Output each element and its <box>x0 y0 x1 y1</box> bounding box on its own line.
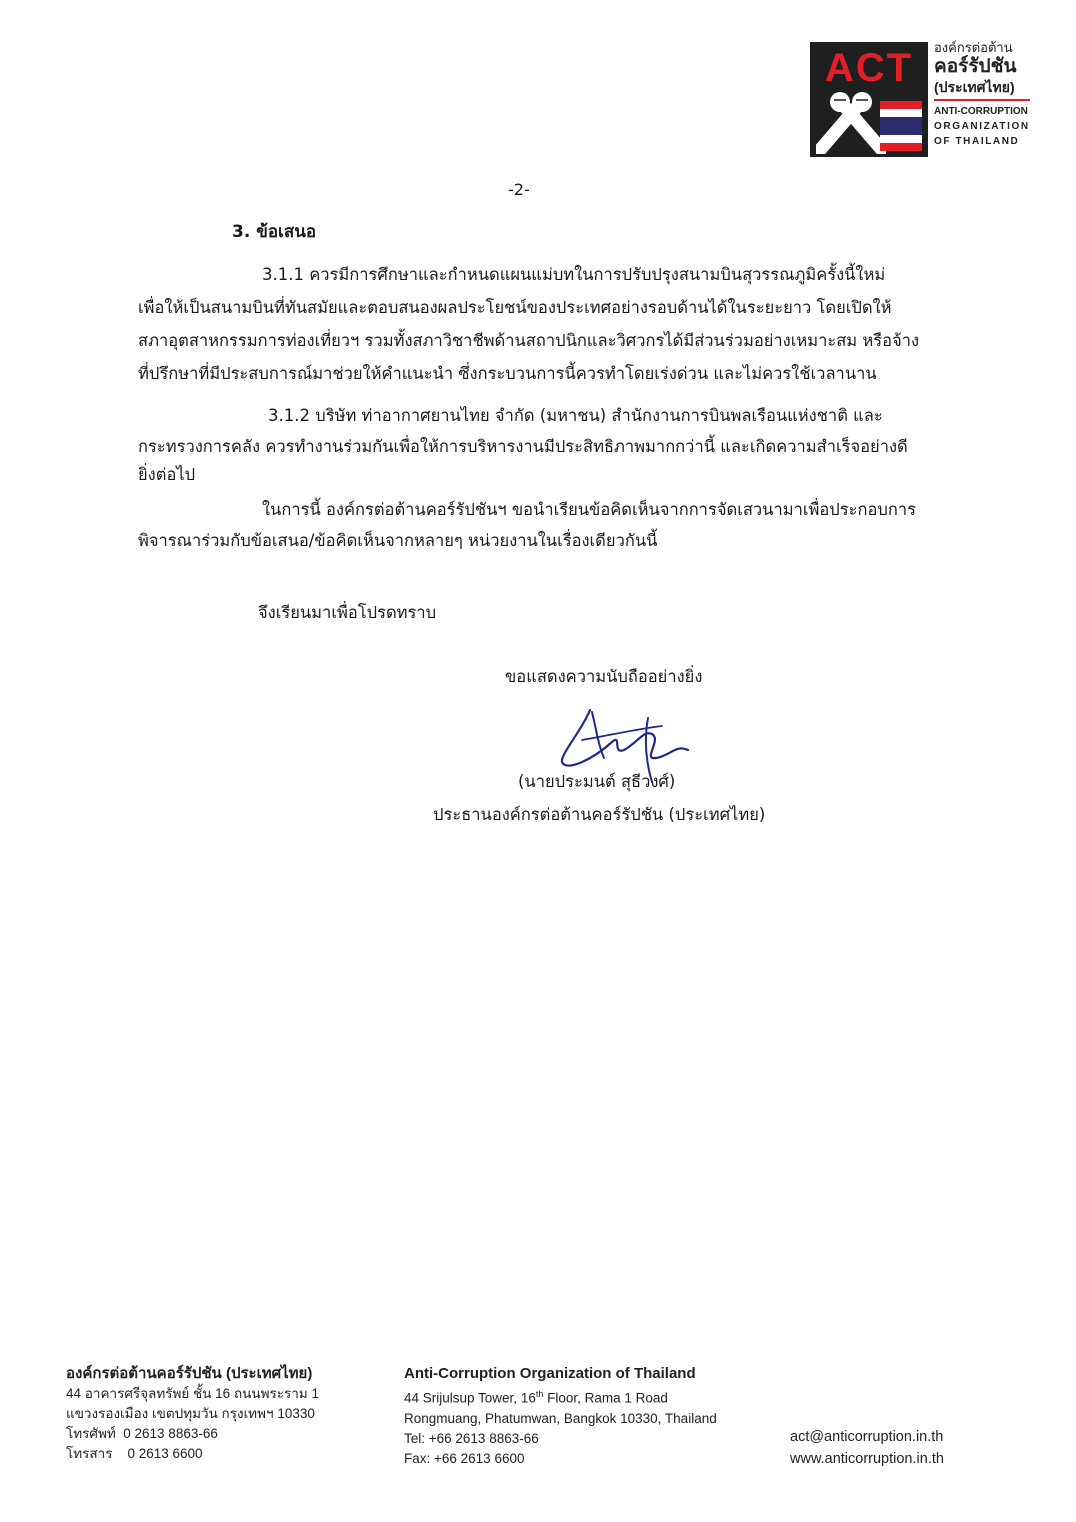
footer-en-address-2: Rongmuang, Phatumwan, Bangkok 10330, Thailand <box>404 1410 717 1426</box>
logo-emblem <box>810 42 928 157</box>
paragraph-line: 3.1.2 บริษัท ท่าอากาศยานไทย จำกัด (มหาชน) สำนักงานการบินพลเรือนแห่งชาติ และ <box>268 406 883 425</box>
footer-email-link[interactable]: act@anticorruption.in.th <box>790 1429 944 1445</box>
signer-name: (นายประมนต์ สุธีวงศ์) <box>518 772 676 791</box>
paragraph-line: สภาอุตสาหกรรมการท่องเที่ยวฯ รวมทั้งสภาวิชาชีพด้านสถาปนิกและวิศวกรได้มีส่วนร่วมอย่างเหมาะสม หรือจ้าง <box>138 331 920 350</box>
footer-en-org: Anti-Corruption Organization of Thailand <box>404 1365 696 1382</box>
logo-en-line1: ANTI-CORRUPTION <box>934 106 1028 117</box>
logo-thai-line2: คอร์รัปชัน <box>934 56 1017 77</box>
logo-divider <box>934 99 1030 101</box>
footer-en-address-1: 44 Srijulsup Tower, 16th Floor, Rama 1 Road <box>404 1389 668 1406</box>
signer-position: ประธานองค์กรต่อต้านคอร์รัปชัน (ประเทศไทย) <box>433 805 766 824</box>
paragraph-line: ในการนี้ องค์กรต่อต้านคอร์รัปชันฯ ขอนำเรียนข้อคิดเห็นจากการจัดเสวนามาเพื่อประกอบการ <box>262 500 916 519</box>
footer-thai-fax: โทรสาร 0 2613 6600 <box>66 1446 203 1461</box>
paragraph-line: กระทรวงการคลัง ควรทำงานร่วมกันเพื่อให้การบริหารงานมีประสิทธิภาพมากกว่านี้ และเกิดความสำเร็จอย่างดี <box>138 437 908 456</box>
closing-line: จึงเรียนมาเพื่อโปรดทราบ <box>258 603 437 622</box>
footer-thai-address-1: 44 อาคารศรีจุลทรัพย์ ชั้น 16 ถนนพระราม 1 <box>66 1386 319 1401</box>
regards-line: ขอแสดงความนับถืออย่างยิ่ง <box>505 667 703 686</box>
logo-thai-line3: (ประเทศไทย) <box>934 79 1015 95</box>
footer-en-fax: Fax: +66 2613 6600 <box>404 1450 525 1466</box>
footer-en-tel: Tel: +66 2613 8863-66 <box>404 1430 539 1446</box>
crossed-arms-icon <box>816 88 886 154</box>
logo-text <box>934 40 1038 149</box>
footer-english <box>404 1364 784 1469</box>
footer-contact <box>790 1426 1010 1470</box>
logo-en-line3: OF THAILAND <box>934 136 1020 147</box>
footer-thai <box>66 1364 386 1464</box>
section-heading: 3. ข้อเสนอ <box>232 222 317 242</box>
paragraph-line: ที่ปรึกษาที่มีประสบการณ์มาช่วยให้คำแนะนำ ซึ่งกระบวนการนี้ควรทำโดยเร่งด่วน และไม่ควรใช้เวลานาน <box>138 364 877 383</box>
paragraph-line: ยิ่งต่อไป <box>138 465 196 484</box>
paragraph-line: พิจารณาร่วมกับข้อเสนอ/ข้อคิดเห็นจากหลายๆ หน่วยงานในเรื่องเดียวกันนี้ <box>138 531 658 550</box>
page-number: -2- <box>508 180 530 199</box>
logo-thai-line1: องค์กรต่อต้าน <box>934 40 1013 55</box>
logo-acronym: ACT <box>824 46 914 90</box>
paragraph-line: เพื่อให้เป็นสนามบินที่ทันสมัยและตอบสนองผลประโยชน์ของประเทศอย่างรอบด้านได้ในระยะยาว โดยเปิดให้ <box>138 298 892 317</box>
footer-thai-address-2: แขวงรองเมือง เขตปทุมวัน กรุงเทพฯ 10330 <box>66 1406 315 1421</box>
thai-flag-icon <box>880 101 922 151</box>
footer-website-link[interactable]: www.anticorruption.in.th <box>790 1451 944 1467</box>
footer-thai-tel: โทรศัพท์ 0 2613 8863-66 <box>66 1426 218 1441</box>
paragraph-line: 3.1.1 ควรมีการศึกษาและกำหนดแผนแม่บทในการปรับปรุงสนามบินสุวรรณภูมิครั้งนี้ใหม่ <box>262 265 886 284</box>
logo-en-line2: ORGANIZATION <box>934 121 1030 132</box>
footer-thai-org: องค์กรต่อต้านคอร์รัปชัน (ประเทศไทย) <box>66 1365 313 1382</box>
act-logo <box>810 40 1035 162</box>
